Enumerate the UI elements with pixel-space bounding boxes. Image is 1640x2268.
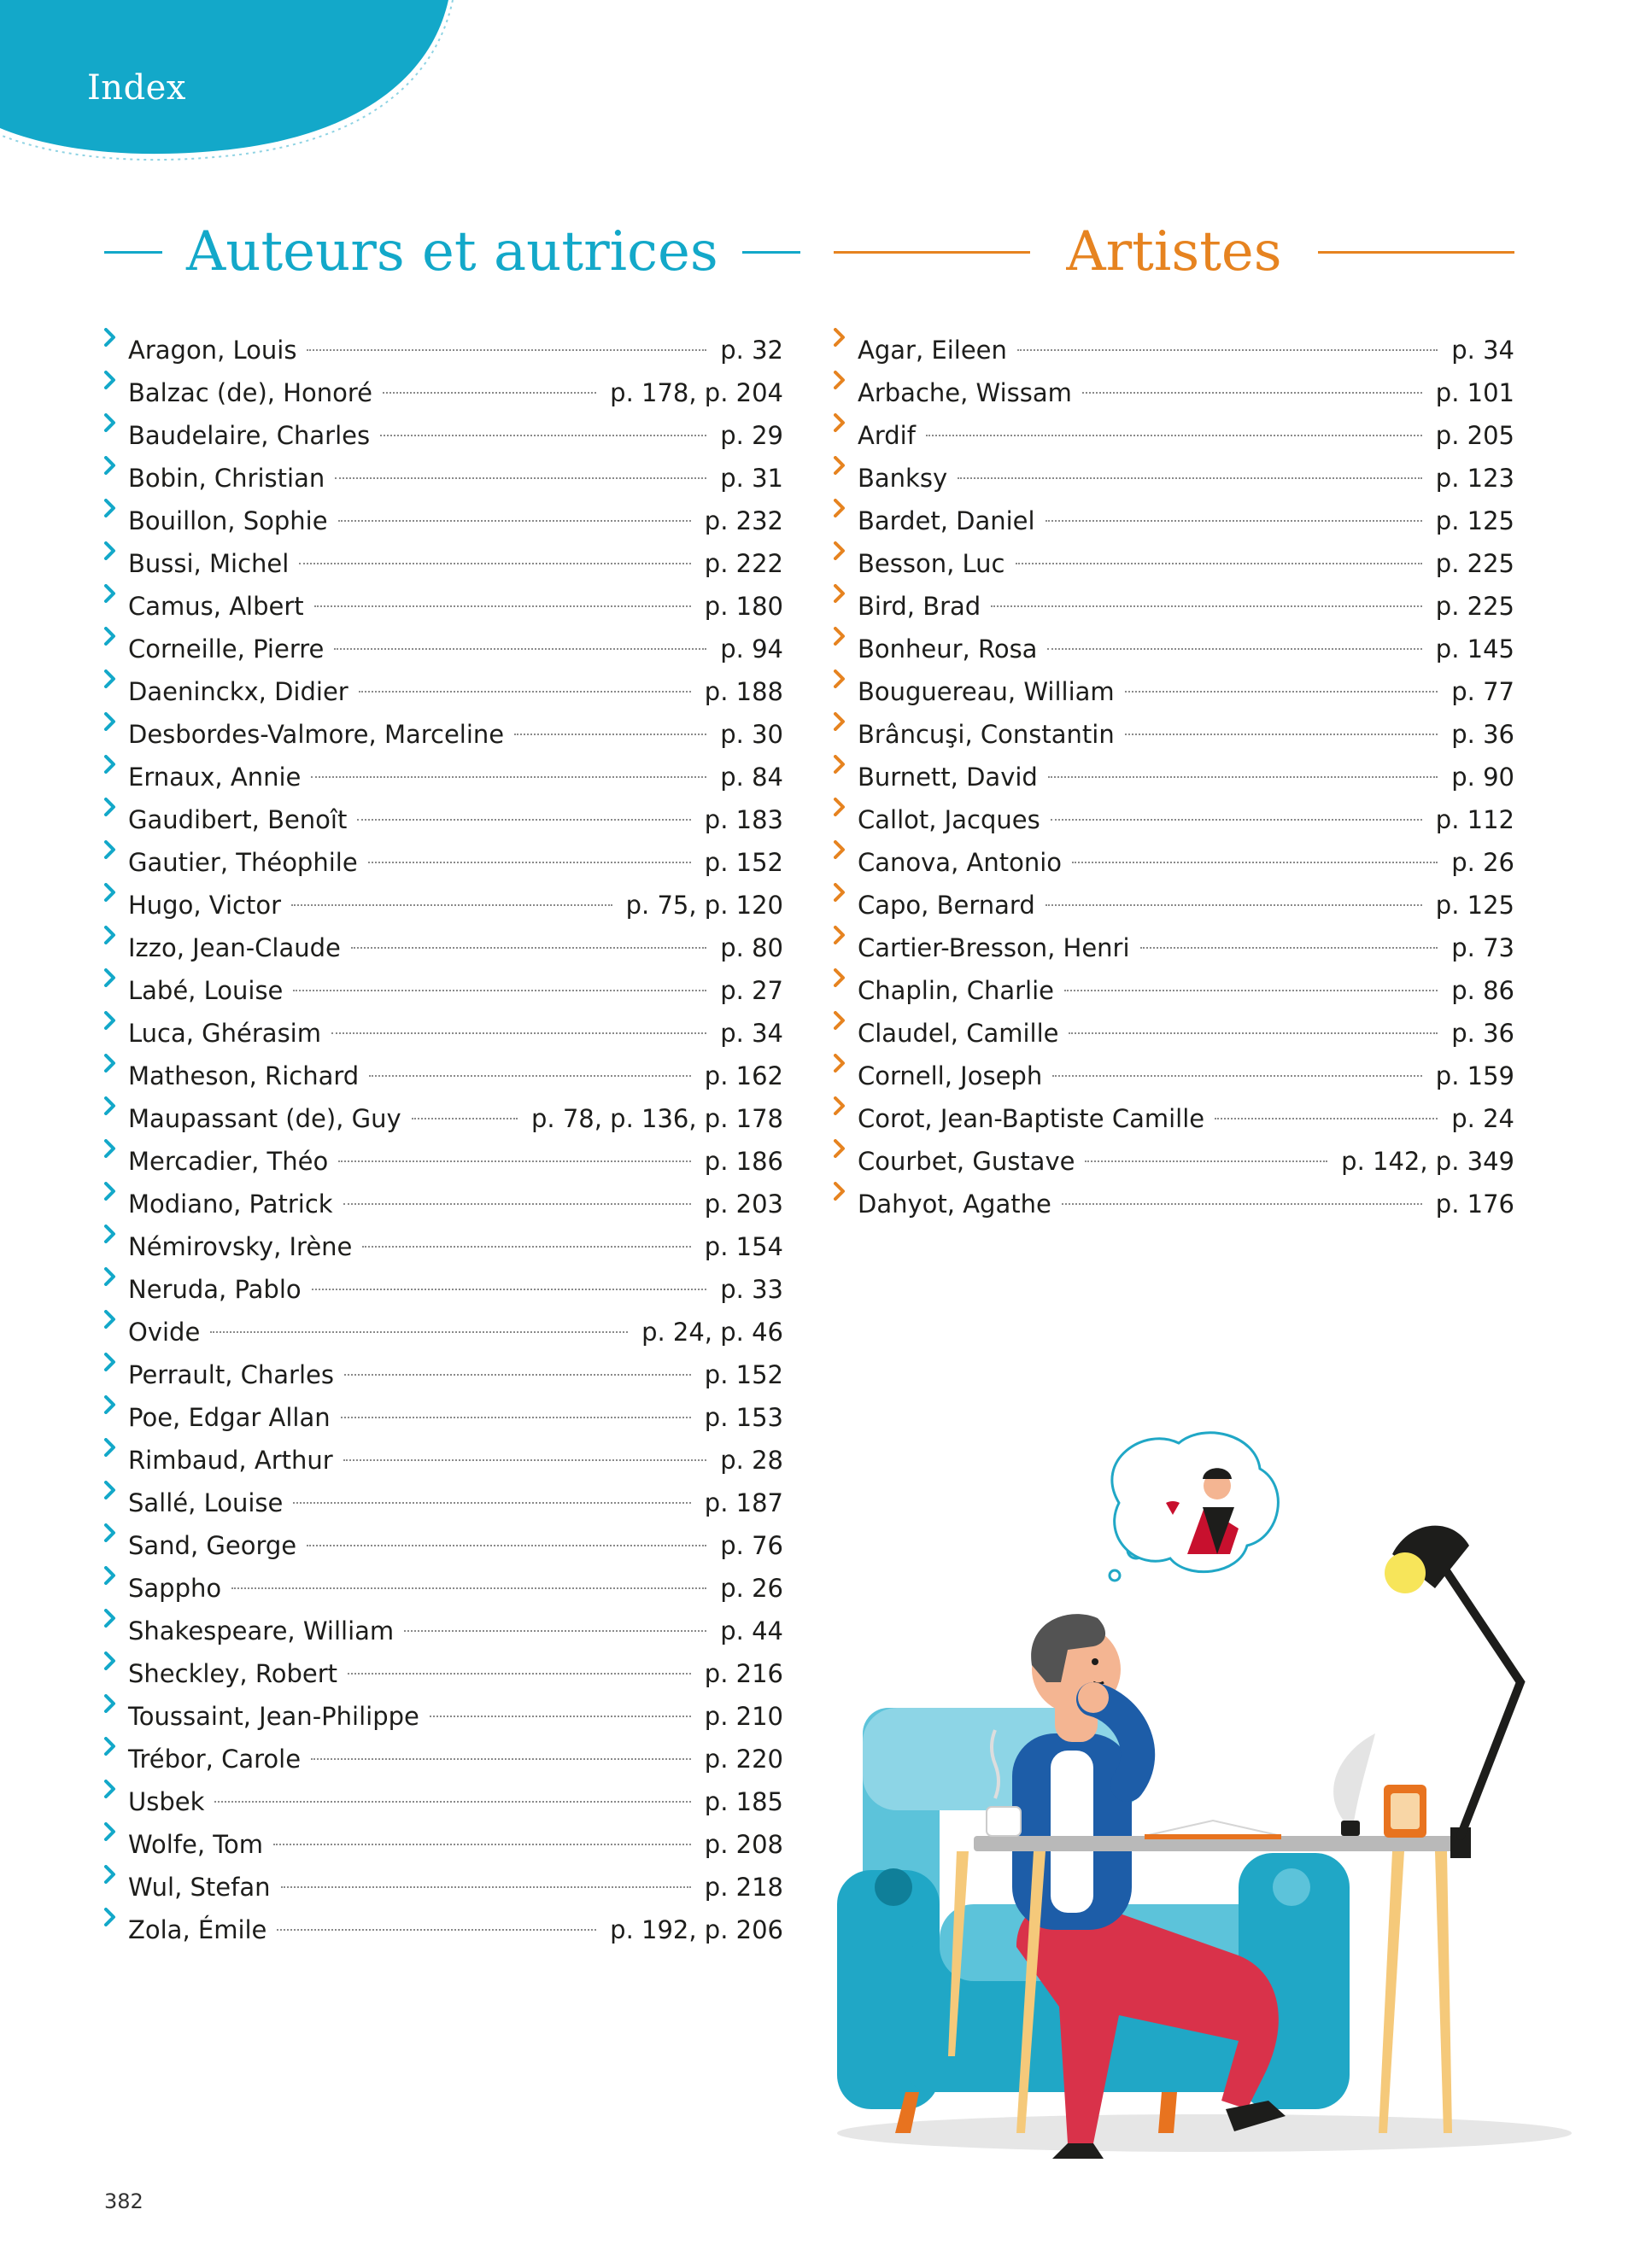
authors-heading	[104, 196, 783, 307]
chevron-right-icon	[104, 1170, 128, 1213]
chevron-right-icon	[104, 316, 128, 359]
chevron-right-icon	[834, 999, 858, 1042]
dot-leader	[380, 435, 706, 436]
entry-pages: p. 218	[704, 1873, 783, 1902]
entry-pages: p. 84	[720, 763, 783, 792]
entry-pages: p. 28	[720, 1446, 783, 1475]
entry-pages: p. 205	[1435, 421, 1514, 450]
entry-name: Shakespeare, William	[128, 1616, 395, 1645]
entry-pages: p. 178, p. 204	[610, 378, 783, 407]
entry-name: Wul, Stefan	[128, 1873, 271, 1902]
entry-name: Maupassant (de), Guy	[128, 1104, 401, 1133]
chevron-right-icon	[834, 871, 858, 914]
dot-leader	[291, 904, 612, 906]
chevron-right-icon	[104, 1084, 128, 1127]
entry-name: Gautier, Théophile	[128, 848, 358, 877]
entry-name: Bussi, Michel	[128, 549, 290, 578]
chevron-right-icon	[104, 1768, 128, 1810]
dot-leader	[338, 1160, 691, 1162]
entry-pages: p. 159	[1435, 1061, 1514, 1090]
entry-name: Poe, Edgar Allan	[128, 1403, 331, 1432]
chevron-right-icon	[104, 1853, 128, 1896]
entry-pages: p. 188	[704, 677, 783, 706]
chevron-right-icon	[104, 487, 128, 529]
artists-heading-text: Artistes	[1066, 220, 1282, 284]
entry-pages: p. 152	[704, 1360, 783, 1389]
entry-pages: p. 210	[704, 1702, 783, 1731]
entry-name: Ernaux, Annie	[128, 763, 302, 792]
dot-leader	[1125, 734, 1438, 735]
dot-leader	[1064, 990, 1438, 991]
chevron-right-icon	[834, 1084, 858, 1127]
entry-name: Bouillon, Sophie	[128, 506, 328, 535]
chevron-right-icon	[834, 1170, 858, 1213]
entry-pages: p. 222	[704, 549, 783, 578]
dot-leader	[1048, 776, 1438, 778]
chevron-right-icon	[104, 828, 128, 871]
entry-pages: p. 32	[720, 336, 783, 365]
entry-name: Toussaint, Jean-Philippe	[128, 1702, 419, 1731]
entry-name: Bardet, Daniel	[858, 506, 1035, 535]
chevron-right-icon	[104, 1640, 128, 1682]
entry-pages: p. 225	[1435, 592, 1514, 621]
chevron-right-icon	[834, 1127, 858, 1170]
chevron-right-icon	[104, 401, 128, 444]
chevron-right-icon	[104, 1298, 128, 1341]
entry-pages: p. 73	[1451, 933, 1514, 962]
chevron-right-icon	[104, 1511, 128, 1554]
artists-list	[834, 316, 1514, 1219]
dot-leader	[231, 1587, 706, 1589]
chevron-right-icon	[104, 999, 128, 1042]
chevron-right-icon	[834, 658, 858, 700]
entry-name: Desbordes-Valmore, Marceline	[128, 720, 505, 749]
dot-leader	[1052, 1075, 1422, 1077]
entry-name: Hugo, Victor	[128, 891, 282, 920]
dot-leader	[1047, 648, 1421, 650]
entry-name: Corneille, Pierre	[128, 634, 325, 663]
entry-name: Sappho	[128, 1574, 222, 1603]
chevron-right-icon	[834, 401, 858, 444]
chevron-right-icon	[104, 444, 128, 487]
authors-heading-text: Auteurs et autrices	[186, 220, 718, 284]
chevron-right-icon	[834, 615, 858, 658]
chevron-right-icon	[104, 1810, 128, 1853]
chevron-right-icon	[834, 786, 858, 828]
entry-name: Gaudibert, Benoît	[128, 805, 348, 834]
dot-leader	[1062, 1203, 1422, 1205]
entry-name: Zola, Émile	[128, 1915, 267, 1944]
dot-leader	[362, 1246, 690, 1248]
dot-leader	[1125, 691, 1438, 693]
entry-name: Arbache, Wissam	[858, 378, 1072, 407]
entry-name: Bouguereau, William	[858, 677, 1115, 706]
chevron-right-icon	[104, 658, 128, 700]
entry-name: Baudelaire, Charles	[128, 421, 371, 450]
entry-name: Dahyot, Agathe	[858, 1190, 1051, 1219]
entry-pages: p. 183	[704, 805, 783, 834]
dot-leader	[1085, 1160, 1327, 1162]
entry-name: Canova, Antonio	[858, 848, 1063, 877]
entry-name: Aragon, Louis	[128, 336, 297, 365]
entry-pages: p. 26	[720, 1574, 783, 1603]
dot-leader	[369, 1075, 691, 1077]
entry-pages: p. 153	[704, 1403, 783, 1432]
dot-leader	[1069, 1032, 1438, 1034]
entry-pages: p. 75, p. 120	[625, 891, 783, 920]
chevron-right-icon	[104, 1725, 128, 1768]
entry-pages: p. 34	[720, 1019, 783, 1048]
entry-pages: p. 225	[1435, 549, 1514, 578]
dot-leader	[335, 477, 706, 479]
chevron-right-icon	[104, 1341, 128, 1383]
entry-name: Trébor, Carole	[128, 1745, 302, 1774]
entry-pages: p. 152	[704, 848, 783, 877]
dot-leader	[293, 1502, 690, 1504]
dot-leader	[331, 1032, 706, 1034]
chevron-right-icon	[834, 700, 858, 743]
chevron-right-icon	[104, 786, 128, 828]
dot-leader	[1215, 1118, 1438, 1119]
dot-leader	[926, 435, 1422, 436]
dot-leader	[334, 648, 706, 650]
dot-leader	[277, 1929, 596, 1931]
entry-pages: p. 33	[720, 1275, 783, 1304]
entry-pages: p. 185	[704, 1787, 783, 1816]
dot-leader	[273, 1844, 691, 1845]
entry-pages: p. 26	[1451, 848, 1514, 877]
entry-name: Sand, George	[128, 1531, 297, 1560]
artists-column	[834, 196, 1514, 1219]
chevron-right-icon	[104, 1896, 128, 1938]
entry-name: Ardif	[858, 421, 916, 450]
chevron-right-icon	[834, 914, 858, 956]
entry-pages: p. 31	[720, 464, 783, 493]
floor-shadow	[837, 2114, 1572, 2152]
dot-leader	[343, 1203, 691, 1205]
entry-name: Sheckley, Robert	[128, 1659, 337, 1688]
entry-pages: p. 36	[1451, 1019, 1514, 1048]
page-number: 382	[104, 2189, 144, 2213]
dot-leader	[307, 349, 706, 351]
authors-list	[104, 316, 783, 1944]
chevron-right-icon	[104, 615, 128, 658]
entry-pages: p. 162	[704, 1061, 783, 1090]
heading-rule-right	[742, 251, 800, 254]
entry-pages: p. 232	[704, 506, 783, 535]
entry-pages: p. 220	[704, 1745, 783, 1774]
entry-pages: p. 186	[704, 1147, 783, 1176]
entry-name: Claudel, Camille	[858, 1019, 1059, 1048]
entry-name: Modiano, Patrick	[128, 1190, 333, 1219]
entry-name: Daeninckx, Didier	[128, 677, 348, 706]
dot-leader	[214, 1801, 690, 1803]
chevron-right-icon	[104, 1213, 128, 1255]
entry-pages: p. 176	[1435, 1190, 1514, 1219]
dot-leader	[1082, 392, 1422, 394]
chevron-right-icon	[104, 359, 128, 401]
dot-leader	[1046, 904, 1422, 906]
entry-pages: p. 34	[1451, 336, 1514, 365]
entry-pages: p. 187	[704, 1488, 783, 1517]
dot-leader	[311, 776, 706, 778]
entry-pages: p. 27	[720, 976, 783, 1005]
entry-pages: p. 154	[704, 1232, 783, 1261]
entry-name: Banksy	[858, 464, 948, 493]
chevron-right-icon	[104, 1042, 128, 1084]
dot-leader	[1016, 563, 1422, 564]
entry-pages: p. 24, p. 46	[641, 1318, 783, 1347]
entry-pages: p. 90	[1451, 763, 1514, 792]
chevron-right-icon	[834, 828, 858, 871]
entry-name: Besson, Luc	[858, 549, 1005, 578]
entry-name: Usbek	[128, 1787, 205, 1816]
entry-name: Bobin, Christian	[128, 464, 325, 493]
entry-name: Labé, Louise	[128, 976, 284, 1005]
artists-heading	[834, 196, 1514, 307]
authors-column	[104, 196, 783, 1944]
chevron-right-icon	[104, 914, 128, 956]
chevron-right-icon	[834, 956, 858, 999]
entry-name: Courbet, Gustave	[858, 1147, 1075, 1176]
entry-name: Capo, Bernard	[858, 891, 1035, 920]
entry-name: Cartier-Bresson, Henri	[858, 933, 1130, 962]
entry-name: Perrault, Charles	[128, 1360, 334, 1389]
chevron-right-icon	[104, 1682, 128, 1725]
thought-bubble	[1110, 1433, 1278, 1581]
dot-leader	[312, 1289, 707, 1290]
entry-pages: p. 208	[704, 1830, 783, 1859]
chevron-right-icon	[834, 316, 858, 359]
entry-name: Wolfe, Tom	[128, 1830, 264, 1859]
dot-leader	[1140, 947, 1438, 949]
dot-leader	[958, 477, 1422, 479]
page-section-title: Index	[87, 68, 186, 108]
chevron-right-icon	[834, 487, 858, 529]
chevron-right-icon	[104, 956, 128, 999]
chevron-right-icon	[834, 529, 858, 572]
index-entry	[834, 316, 1514, 365]
entry-pages: p. 203	[704, 1190, 783, 1219]
dot-leader	[404, 1630, 706, 1632]
entry-name: Chaplin, Charlie	[858, 976, 1055, 1005]
dot-leader	[311, 1758, 691, 1760]
entry-pages: p. 24	[1451, 1104, 1514, 1133]
dot-leader	[1046, 520, 1422, 522]
entry-name: Izzo, Jean-Claude	[128, 933, 341, 962]
entry-name: Matheson, Richard	[128, 1061, 360, 1090]
dot-leader	[307, 1545, 706, 1546]
entry-pages: p. 192, p. 206	[610, 1915, 783, 1944]
entry-pages: p. 94	[720, 634, 783, 663]
entry-pages: p. 112	[1435, 805, 1514, 834]
chevron-right-icon	[834, 359, 858, 401]
dot-leader	[351, 947, 706, 949]
entry-pages: p. 216	[704, 1659, 783, 1688]
heading-rule-left	[104, 251, 162, 254]
chevron-right-icon	[104, 1426, 128, 1469]
dot-leader	[430, 1716, 691, 1717]
entry-pages: p. 125	[1435, 891, 1514, 920]
entry-pages: p. 123	[1435, 464, 1514, 493]
entry-pages: p. 77	[1451, 677, 1514, 706]
chevron-right-icon	[104, 1554, 128, 1597]
entry-pages: p. 29	[720, 421, 783, 450]
dot-leader	[344, 1374, 691, 1376]
entry-pages: p. 44	[720, 1616, 783, 1645]
entry-name: Cornell, Joseph	[858, 1061, 1043, 1090]
chevron-right-icon	[104, 1383, 128, 1426]
entry-pages: p. 78, p. 136, p. 178	[530, 1104, 783, 1133]
entry-name: Corot, Jean-Baptiste Camille	[858, 1104, 1205, 1133]
chevron-right-icon	[104, 1469, 128, 1511]
heading-rule-right	[1318, 251, 1514, 254]
entry-pages: p. 101	[1435, 378, 1514, 407]
chevron-right-icon	[834, 444, 858, 487]
dot-leader	[1017, 349, 1438, 351]
chevron-right-icon	[104, 1597, 128, 1640]
dot-leader	[368, 862, 691, 863]
entry-name: Burnett, David	[858, 763, 1038, 792]
dot-leader	[343, 1459, 707, 1461]
entry-name: Neruda, Pablo	[128, 1275, 302, 1304]
entry-name: Ovide	[128, 1318, 201, 1347]
dot-leader	[1072, 862, 1438, 863]
entry-name: Agar, Eileen	[858, 336, 1007, 365]
entry-name: Némirovsky, Irène	[128, 1232, 353, 1261]
index-entry	[104, 1810, 783, 1859]
entry-pages: p. 30	[720, 720, 783, 749]
entry-name: Mercadier, Théo	[128, 1147, 329, 1176]
dot-leader	[348, 1673, 691, 1675]
chevron-right-icon	[834, 743, 858, 786]
writer-illustration	[837, 1426, 1589, 2160]
dot-leader	[357, 819, 690, 821]
entry-name: Bonheur, Rosa	[858, 634, 1038, 663]
dot-leader	[991, 605, 1422, 607]
dot-leader	[210, 1331, 628, 1333]
dot-leader	[359, 691, 691, 693]
dot-leader	[314, 605, 691, 607]
dot-leader	[341, 1417, 691, 1418]
entry-pages: p. 145	[1435, 634, 1514, 663]
entry-name: Luca, Ghérasim	[128, 1019, 321, 1048]
dot-leader	[293, 990, 706, 991]
entry-pages: p. 125	[1435, 506, 1514, 535]
heading-rule-left	[834, 251, 1030, 254]
dot-leader	[281, 1886, 691, 1888]
chevron-right-icon	[104, 871, 128, 914]
chevron-right-icon	[104, 1127, 128, 1170]
chevron-right-icon	[104, 529, 128, 572]
chevron-right-icon	[834, 1042, 858, 1084]
entry-name: Callot, Jacques	[858, 805, 1040, 834]
entry-pages: p. 80	[720, 933, 783, 962]
entry-name: Balzac (de), Honoré	[128, 378, 372, 407]
entry-pages: p. 180	[704, 592, 783, 621]
dot-leader	[299, 563, 691, 564]
entry-pages: p. 76	[720, 1531, 783, 1560]
entry-pages: p. 86	[1451, 976, 1514, 1005]
chevron-right-icon	[834, 572, 858, 615]
entry-pages: p. 142, p. 349	[1341, 1147, 1514, 1176]
index-entry	[104, 316, 783, 365]
dot-leader	[412, 1118, 518, 1119]
dot-leader	[1051, 819, 1422, 821]
chevron-right-icon	[104, 1255, 128, 1298]
entry-name: Rimbaud, Arthur	[128, 1446, 333, 1475]
entry-name: Camus, Albert	[128, 592, 304, 621]
entry-name: Brâncuşi, Constantin	[858, 720, 1115, 749]
dot-leader	[383, 392, 596, 394]
header-tab-shape	[0, 0, 461, 162]
entry-pages: p. 36	[1451, 720, 1514, 749]
entry-name: Bird, Brad	[858, 592, 981, 621]
chevron-right-icon	[104, 572, 128, 615]
chevron-right-icon	[104, 743, 128, 786]
entry-name: Sallé, Louise	[128, 1488, 284, 1517]
dot-leader	[338, 520, 691, 522]
index-entry	[834, 444, 1514, 493]
dot-leader	[514, 734, 706, 735]
chevron-right-icon	[104, 700, 128, 743]
